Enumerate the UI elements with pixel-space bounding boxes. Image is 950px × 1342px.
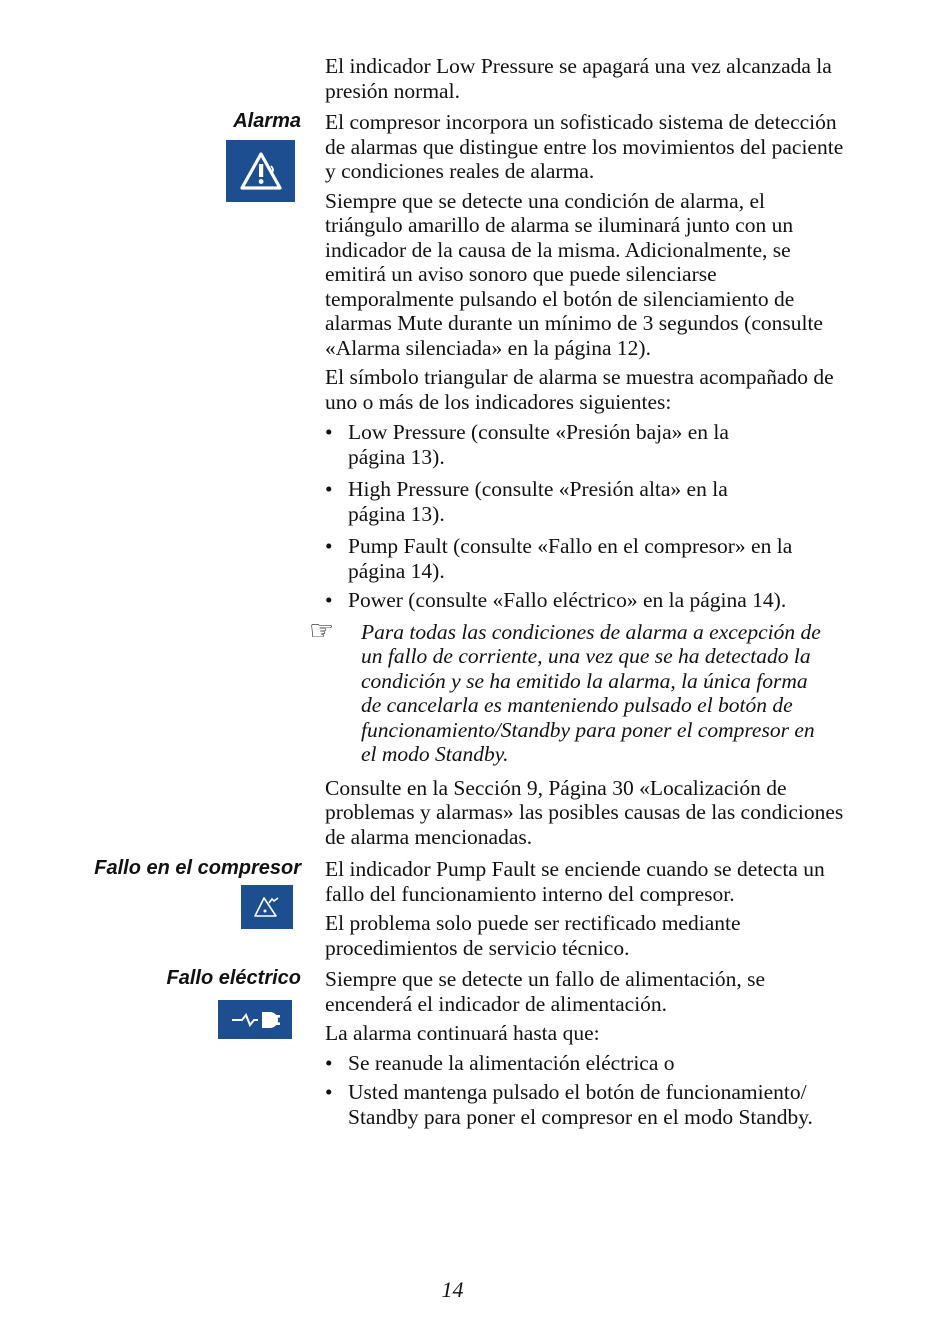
list-item-text: Usted mantenga pulsado el botón de funcionamiento/ Standby para poner el compresor en el modo Standby. (348, 1080, 813, 1129)
list-item-text: High Pressure (consulte «Presión alta» en la página 13). (348, 477, 728, 526)
bullet-dot: • (325, 477, 333, 501)
bullet-dot: • (325, 534, 333, 558)
alarm-triangle-icon (226, 140, 295, 202)
list-item (325, 1051, 845, 1076)
list-item (325, 1080, 843, 1129)
pointing-hand-icon: ☞ (309, 614, 335, 647)
alarm-paragraph-1: El compresor incorpora un sofisticado sistema de detección de alarmas que distingue entre los movimientos del paciente y condiciones reales de alarma. (325, 110, 844, 183)
page-number: 14 (441, 1277, 464, 1302)
list-item-text: Se reanude la alimentación eléctrica o (348, 1050, 675, 1075)
alarm-section (325, 110, 845, 849)
alarm-paragraph-2: Siempre que se detecte una condición de alarma, el triángulo amarillo de alarma se iluminará junto con un indicador de la causa de la misma. Adicionalmente, se emitirá un aviso sonoro que puede silenciarse temporalmente pulsando el botón de silenciamiento de alarmas Mute durante un mínimo de 3 segundos (consulte «Alarma silenciada» en la página 12). (325, 188, 823, 360)
list-item (325, 477, 768, 526)
list-item-text: Pump Fault (consulte «Fallo en el compresor» en la página 14). (348, 534, 793, 583)
intro-paragraph: El indicador Low Pressure se apagará una vez alcanzada la presión normal. (325, 54, 832, 103)
list-item-text: Power (consulte «Fallo eléctrico» en la página 14). (348, 588, 787, 612)
note-text: Para todas las condiciones de alarma a excepción de un fallo de corriente, una vez que se ha detectado la condición y se ha emitido la alarma, la única forma de cancelarla es manteniendo pulsado el botón de funcionamiento/Standby para poner el compresor en el modo Standby. (361, 619, 821, 766)
pump-fault-icon (241, 885, 293, 929)
pump-fault-paragraph-1: El indicador Pump Fault se enciende cuando se detecta un fallo del funcionamiento interno del compresor. (325, 857, 825, 906)
list-item (325, 420, 768, 469)
power-fault-paragraph-1: Siempre que se detecte un fallo de alimentación, se encenderá el indicador de alimentación. (325, 967, 765, 1016)
power-fault-paragraph-2: La alarma continuará hasta que: (325, 1021, 600, 1045)
list-item-text: Low Pressure (consulte «Presión baja» en la página 13). (348, 420, 729, 469)
power-fault-heading: Fallo eléctrico (166, 967, 301, 989)
pump-fault-section (325, 857, 845, 960)
pump-fault-heading: Fallo en el compresor (94, 857, 301, 879)
pump-fault-paragraph-2: El problema solo puede ser rectificado mediante procedimientos de servicio técnico. (325, 911, 741, 960)
power-fault-section (325, 967, 845, 1129)
power-fault-list (325, 1051, 845, 1130)
alarm-indicator-list (325, 420, 845, 613)
intro-text (325, 54, 845, 103)
list-item (325, 588, 845, 613)
bullet-dot: • (325, 420, 333, 444)
alarm-note (325, 620, 831, 767)
list-item (325, 534, 845, 583)
alarm-paragraph-3: El símbolo triangular de alarma se muestra acompañado de uno o más de los indicadores siguientes: (325, 365, 834, 414)
bullet-dot: • (325, 1080, 333, 1104)
bullet-dot: • (325, 1050, 333, 1075)
alarm-paragraph-4: Consulte en la Sección 9, Página 30 «Localización de problemas y alarmas» las posibles causas de las condiciones de alarma mencionadas. (325, 775, 844, 849)
power-plug-icon (218, 1000, 292, 1039)
bullet-dot: • (325, 588, 333, 612)
alarm-heading: Alarma (233, 110, 301, 132)
